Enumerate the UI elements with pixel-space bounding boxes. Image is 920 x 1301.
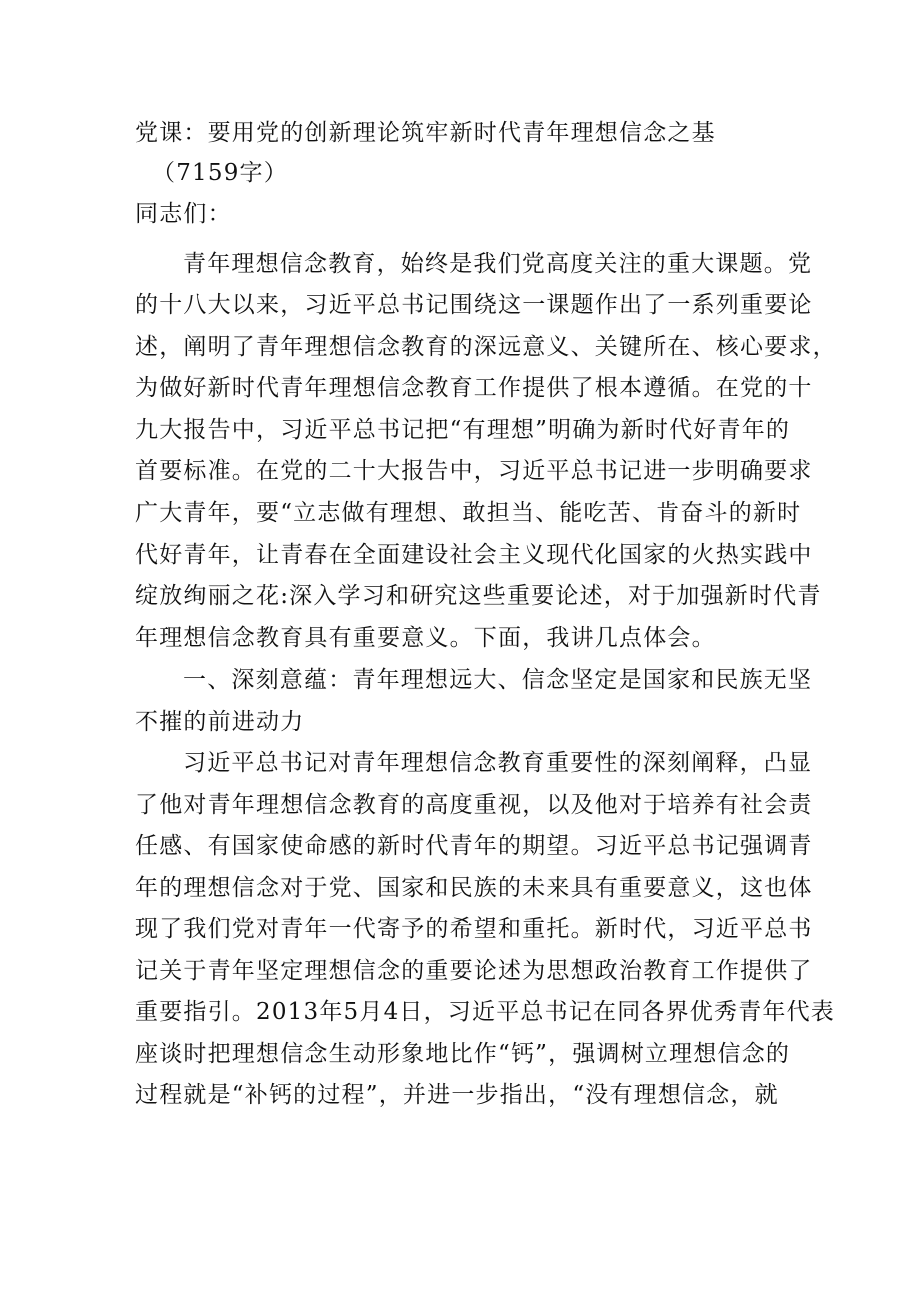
paragraph-line: 首要标准。在党的二十大报告中，习近平总书记进一步明确要求 <box>135 458 813 484</box>
paragraph-line: 广大青年，要“立志做有理想、敢担当、能吃苦、肯奋斗的新时 <box>135 500 802 526</box>
paragraph-line: 年理想信念教育具有重要意义。下面，我讲几点体会。 <box>135 625 716 651</box>
paragraph-line: 青年理想信念教育，始终是我们党高度关注的重大课题。党 <box>183 251 813 277</box>
paragraph-line: 任感、有国家使命感的新时代青年的期望。习近平总书记强调青 <box>135 833 813 859</box>
paragraph-line: 代好青年，让青春在全面建设社会主义现代化国家的火热实践中 <box>135 542 813 568</box>
section-heading-line: 一、深刻意蕴：青年理想远大、信念坚定是国家和民族无坚 <box>183 667 813 693</box>
paragraph-line: 的十八大以来，习近平总书记围绕这一课题作出了一系列重要论 <box>135 292 813 318</box>
paragraph-line: 述，阐明了青年理想信念教育的深远意义、关键所在、核心要求， <box>135 334 837 360</box>
document-title: 党课：要用党的创新理论筑牢新时代青年理想信念之基 <box>135 120 716 146</box>
paragraph-line: 了他对青年理想信念教育的高度重视，以及他对于培养有社会责 <box>135 792 813 818</box>
paragraph-line: 九大报告中，习近平总书记把“有理想”明确为新时代好青年的 <box>135 417 791 443</box>
paragraph-line: 年的理想信念对于党、国家和民族的未来具有重要意义，这也体 <box>135 875 813 901</box>
word-count: （7159字） <box>152 160 288 186</box>
salutation: 同志们： <box>135 201 232 227</box>
paragraph-line: 过程就是“补钙的过程”，并进一步指出，“没有理想信念，就 <box>135 1082 779 1108</box>
paragraph-line: 记关于青年坚定理想信念的重要论述为思想政治教育工作提供了 <box>135 958 813 984</box>
paragraph-line: 重要指引。2013年5月4日，习近平总书记在同各界优秀青年代表 <box>135 999 835 1025</box>
paragraph-line: 习近平总书记对青年理想信念教育重要性的深刻阐释，凸显 <box>183 750 813 776</box>
paragraph-line: 座谈时把理想信念生动形象地比作“钙”，强调树立理想信念的 <box>135 1041 791 1067</box>
paragraph-line: 绽放绚丽之花:深入学习和研究这些重要论述，对于加强新时代青 <box>135 583 822 609</box>
paragraph-line: 为做好新时代青年理想信念教育工作提供了根本遵循。在党的十 <box>135 375 813 401</box>
section-heading-line: 不摧的前进动力 <box>135 709 305 735</box>
paragraph-line: 现了我们党对青年一代寄予的希望和重托。新时代，习近平总书 <box>135 916 813 942</box>
